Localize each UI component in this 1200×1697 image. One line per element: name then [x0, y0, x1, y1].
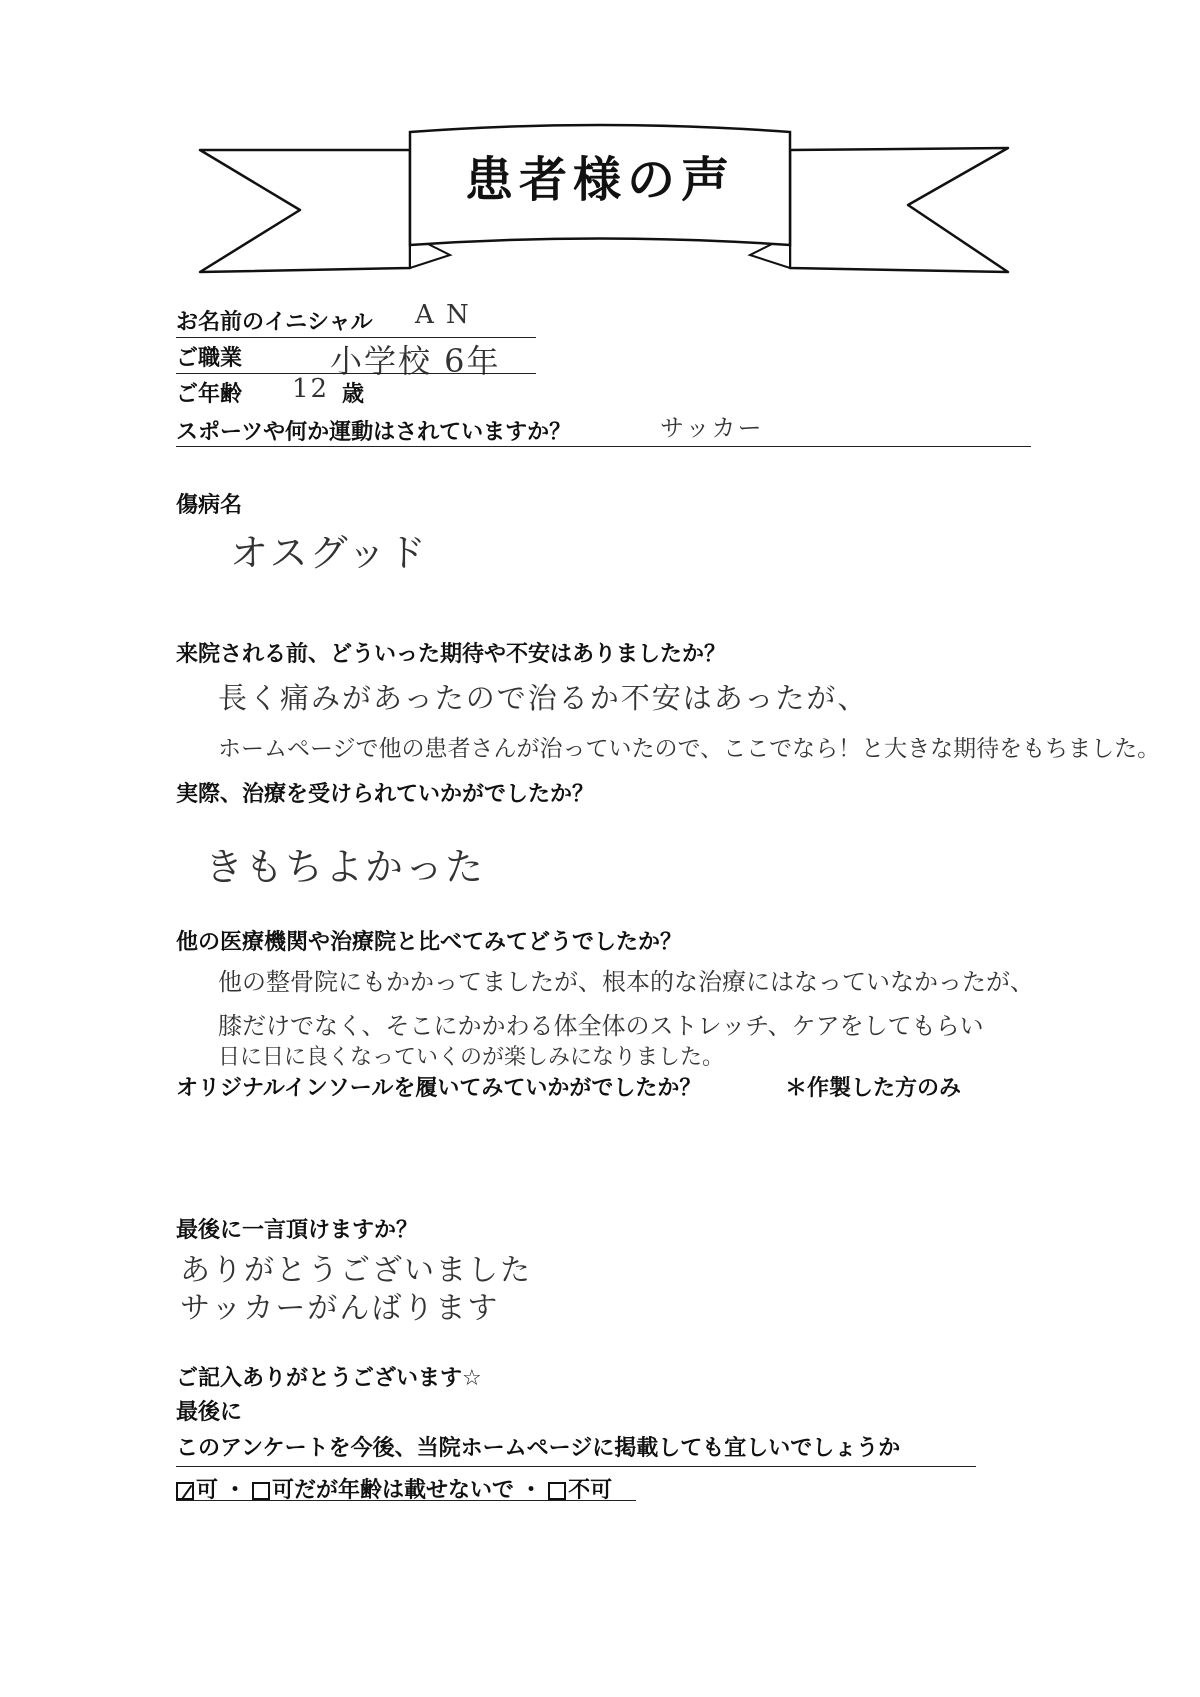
after-treatment-answer: きもちよかった: [205, 845, 486, 889]
after-treatment-question: 実際、治療を受けられていかがでしたか？: [176, 782, 595, 807]
comparison-answer-2: 膝だけでなく、そこにかかわる体全体のストレッチ、ケアをしてもらい: [218, 1012, 984, 1040]
comparison-answer-1: 他の整骨院にもかかってましたが、根本的な治療にはなっていなかったが、: [218, 968, 1034, 996]
occupation-underline: [176, 373, 536, 374]
initials-value: A N: [415, 300, 471, 330]
comparison-answer-3: 日に日に良くなっていくのが楽しみになりました。: [218, 1045, 725, 1070]
option-allow-no-age-checkbox[interactable]: [252, 1482, 270, 1500]
injury-value: オスグッド: [230, 531, 428, 575]
injury-label: 傷病名: [176, 493, 243, 518]
insole-question: オリジナルインソールを履いてみていかがでしたか？: [176, 1076, 702, 1101]
final-word-answer-1: ありがとうございました: [180, 1253, 532, 1288]
initials-label: お名前のイニシャル: [176, 310, 373, 335]
before-visit-question: 来院される前、どういった期待や不安はありましたか？: [176, 642, 727, 667]
comparison-question: 他の医療機関や治療院と比べてみてどうでしたか？: [176, 930, 683, 955]
closing-thanks: ご記入ありがとうございます☆: [176, 1366, 482, 1391]
page-title: 患者様の声: [464, 152, 735, 208]
occupation-value: 小学校 6年: [330, 342, 501, 380]
final-word-answer-2: サッカーがんばります: [180, 1291, 500, 1326]
option-deny-label: 不可: [568, 1478, 613, 1503]
occupation-label: ご職業: [176, 346, 243, 371]
age-unit: 歳: [342, 382, 365, 407]
consent-options-underline: [176, 1500, 636, 1501]
option-deny-checkbox[interactable]: [548, 1482, 566, 1500]
separator: ・: [224, 1478, 247, 1503]
separator: ・: [520, 1478, 543, 1503]
sports-value: サッカー: [660, 414, 764, 442]
sports-underline: [176, 446, 1031, 447]
closing-lead: 最後に: [176, 1400, 243, 1425]
final-word-question: 最後に一言頂けますか？: [176, 1218, 419, 1243]
consent-underline: [176, 1466, 976, 1467]
option-allow-no-age-label: 可だが年齢は載せないで: [272, 1478, 515, 1503]
option-allow-label: 可: [196, 1478, 219, 1503]
age-label: ご年齢: [176, 382, 243, 407]
option-allow-checkbox[interactable]: [176, 1482, 194, 1500]
sports-label: スポーツや何か運動はされていますか？: [176, 420, 572, 445]
consent-question: このアンケートを今後、当院ホームページに掲載しても宜しいでしょうか: [176, 1436, 901, 1461]
before-visit-answer-1: 長く痛みがあったので治るか不安はあったが、: [218, 681, 869, 715]
before-visit-answer-2: ホームページで他の患者さんが治っていたので、ここでなら！と大きな期待をもちました。: [218, 736, 1161, 762]
age-value: 12: [292, 374, 330, 404]
insole-note: ＊作製した方のみ: [785, 1076, 962, 1101]
